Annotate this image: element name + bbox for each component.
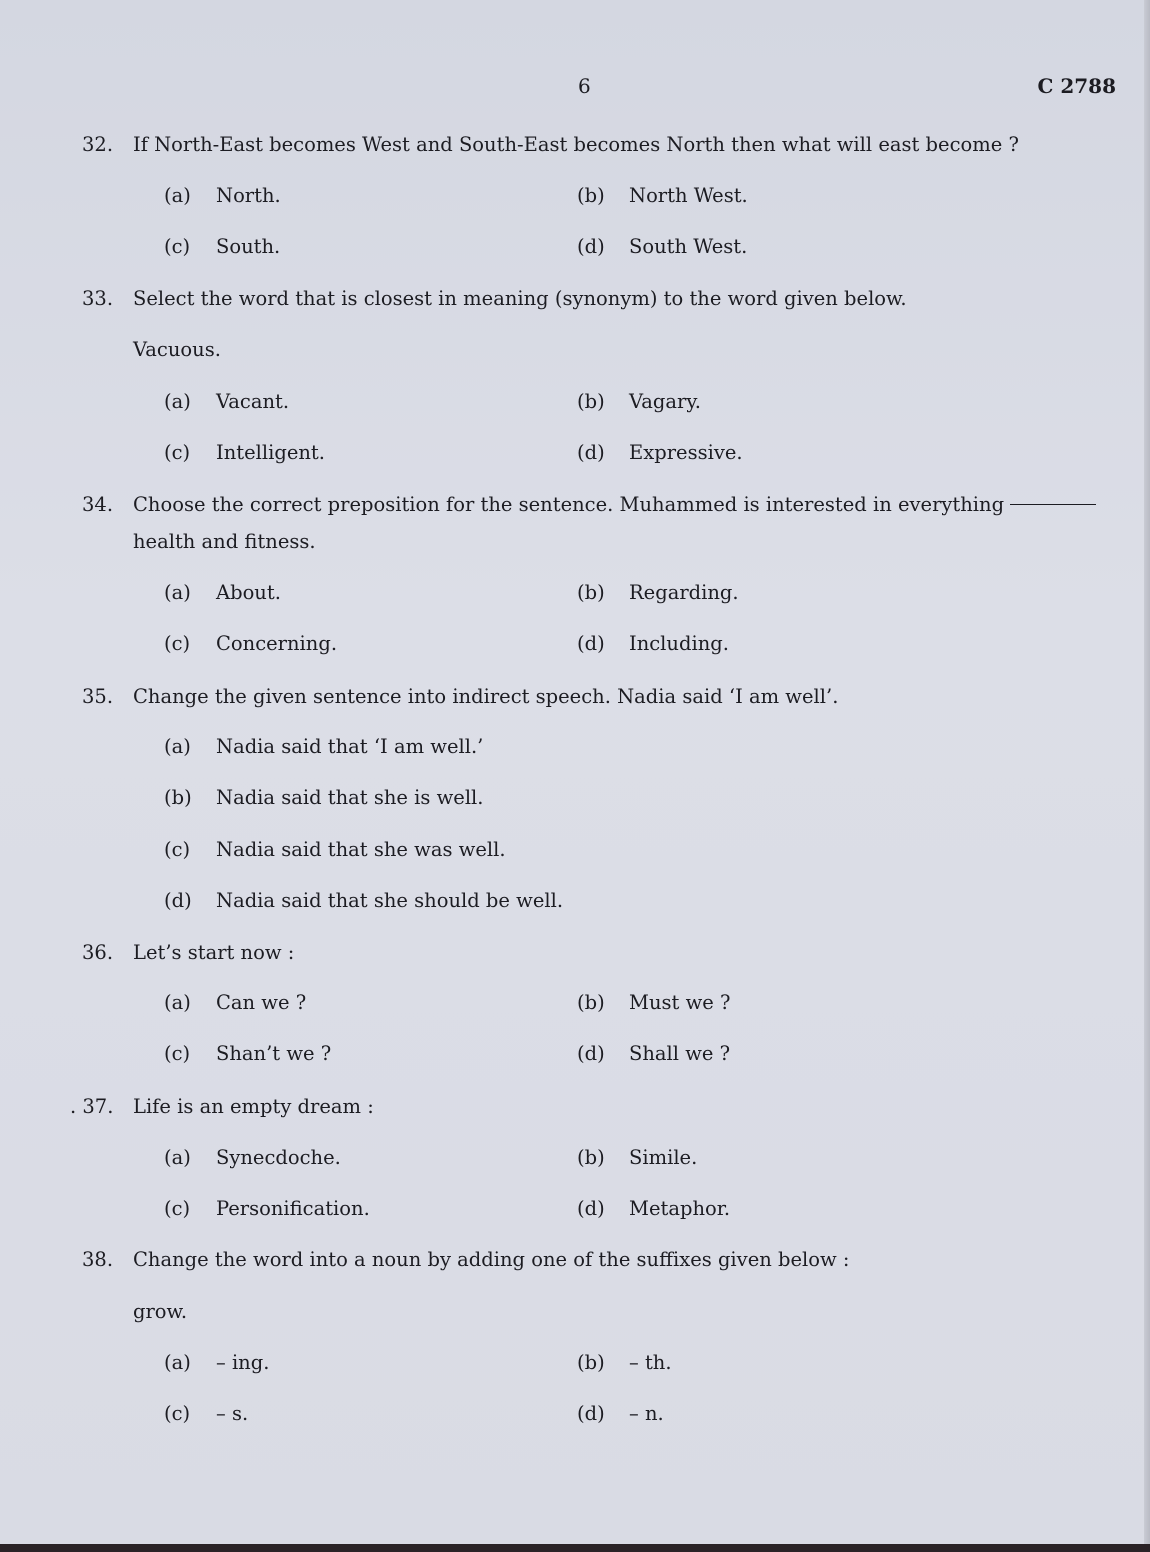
option-b: (b) Simile. — [577, 1146, 698, 1169]
question-text: Change the given sentence into indirect speech. Nadia said ‘I am well’. — [133, 685, 839, 708]
page-number: 6 — [578, 74, 591, 98]
option-c: (c) Personification. — [164, 1197, 370, 1220]
page-bottom-edge — [0, 1544, 1150, 1552]
option-d: (d) Including. — [577, 632, 729, 655]
option-c: (c) – s. — [164, 1402, 249, 1425]
question-prompt-word: grow. — [133, 1300, 188, 1323]
question-33 — [82, 286, 907, 312]
option-a: (a) About. — [164, 581, 281, 604]
option-d: (d) Metaphor. — [577, 1197, 731, 1220]
question-38 — [82, 1247, 850, 1273]
page-edge — [1144, 0, 1150, 1552]
option-d: (d) Nadia said that she should be well. — [164, 889, 564, 912]
question-prompt-word: Vacuous. — [133, 338, 221, 361]
answer-blank — [1010, 504, 1096, 505]
option-a: (a) Vacant. — [164, 390, 290, 413]
option-d: (d) Shall we ? — [577, 1042, 731, 1065]
option-c: (c) Intelligent. — [164, 441, 325, 464]
option-c: (c) Shan’t we ? — [164, 1042, 332, 1065]
paper-code: C 2788 — [1037, 74, 1116, 98]
question-text: Let’s start now : — [133, 941, 295, 964]
option-b: (b) Must we ? — [577, 991, 731, 1014]
option-c: (c) Nadia said that she was well. — [164, 838, 506, 861]
question-number: . 37. — [70, 1095, 114, 1118]
option-c: (c) Concerning. — [164, 632, 338, 655]
option-b: (b) North West. — [577, 184, 748, 207]
question-number: 38. — [82, 1248, 114, 1271]
option-a: (a) Nadia said that ‘I am well.’ — [164, 735, 484, 758]
question-number: 36. — [82, 941, 114, 964]
question-text-continued: health and fitness. — [133, 530, 316, 553]
option-a: (a) Can we ? — [164, 991, 307, 1014]
question-text: Select the word that is closest in meaning (synonym) to the word given below. — [133, 287, 907, 310]
option-d: (d) – n. — [577, 1402, 664, 1425]
option-a: (a) Synecdoche. — [164, 1146, 341, 1169]
option-d: (d) South West. — [577, 235, 748, 258]
question-32 — [82, 132, 1019, 158]
question-text: Life is an empty dream : — [133, 1095, 374, 1118]
question-text: Choose the correct preposition for the sentence. Muhammed is interested in everything — [133, 493, 1005, 516]
question-text: If North-East becomes West and South-East becomes North then what will east become ? — [133, 133, 1019, 156]
question-number: 35. — [82, 685, 114, 708]
question-36 — [82, 940, 295, 966]
option-b: (b) – th. — [577, 1351, 672, 1374]
option-a: (a) North. — [164, 184, 281, 207]
option-b: (b) Regarding. — [577, 581, 739, 604]
question-35 — [82, 684, 839, 710]
option-d: (d) Expressive. — [577, 441, 743, 464]
question-number: 33. — [82, 287, 114, 310]
question-37 — [70, 1094, 374, 1120]
question-34 — [82, 492, 1005, 518]
question-number: 32. — [82, 133, 114, 156]
question-number: 34. — [82, 493, 114, 516]
question-text: Change the word into a noun by adding one of the suffixes given below : — [133, 1248, 850, 1271]
option-a: (a) – ing. — [164, 1351, 270, 1374]
option-c: (c) South. — [164, 235, 281, 258]
option-b: (b) Nadia said that she is well. — [164, 786, 484, 809]
option-b: (b) Vagary. — [577, 390, 701, 413]
